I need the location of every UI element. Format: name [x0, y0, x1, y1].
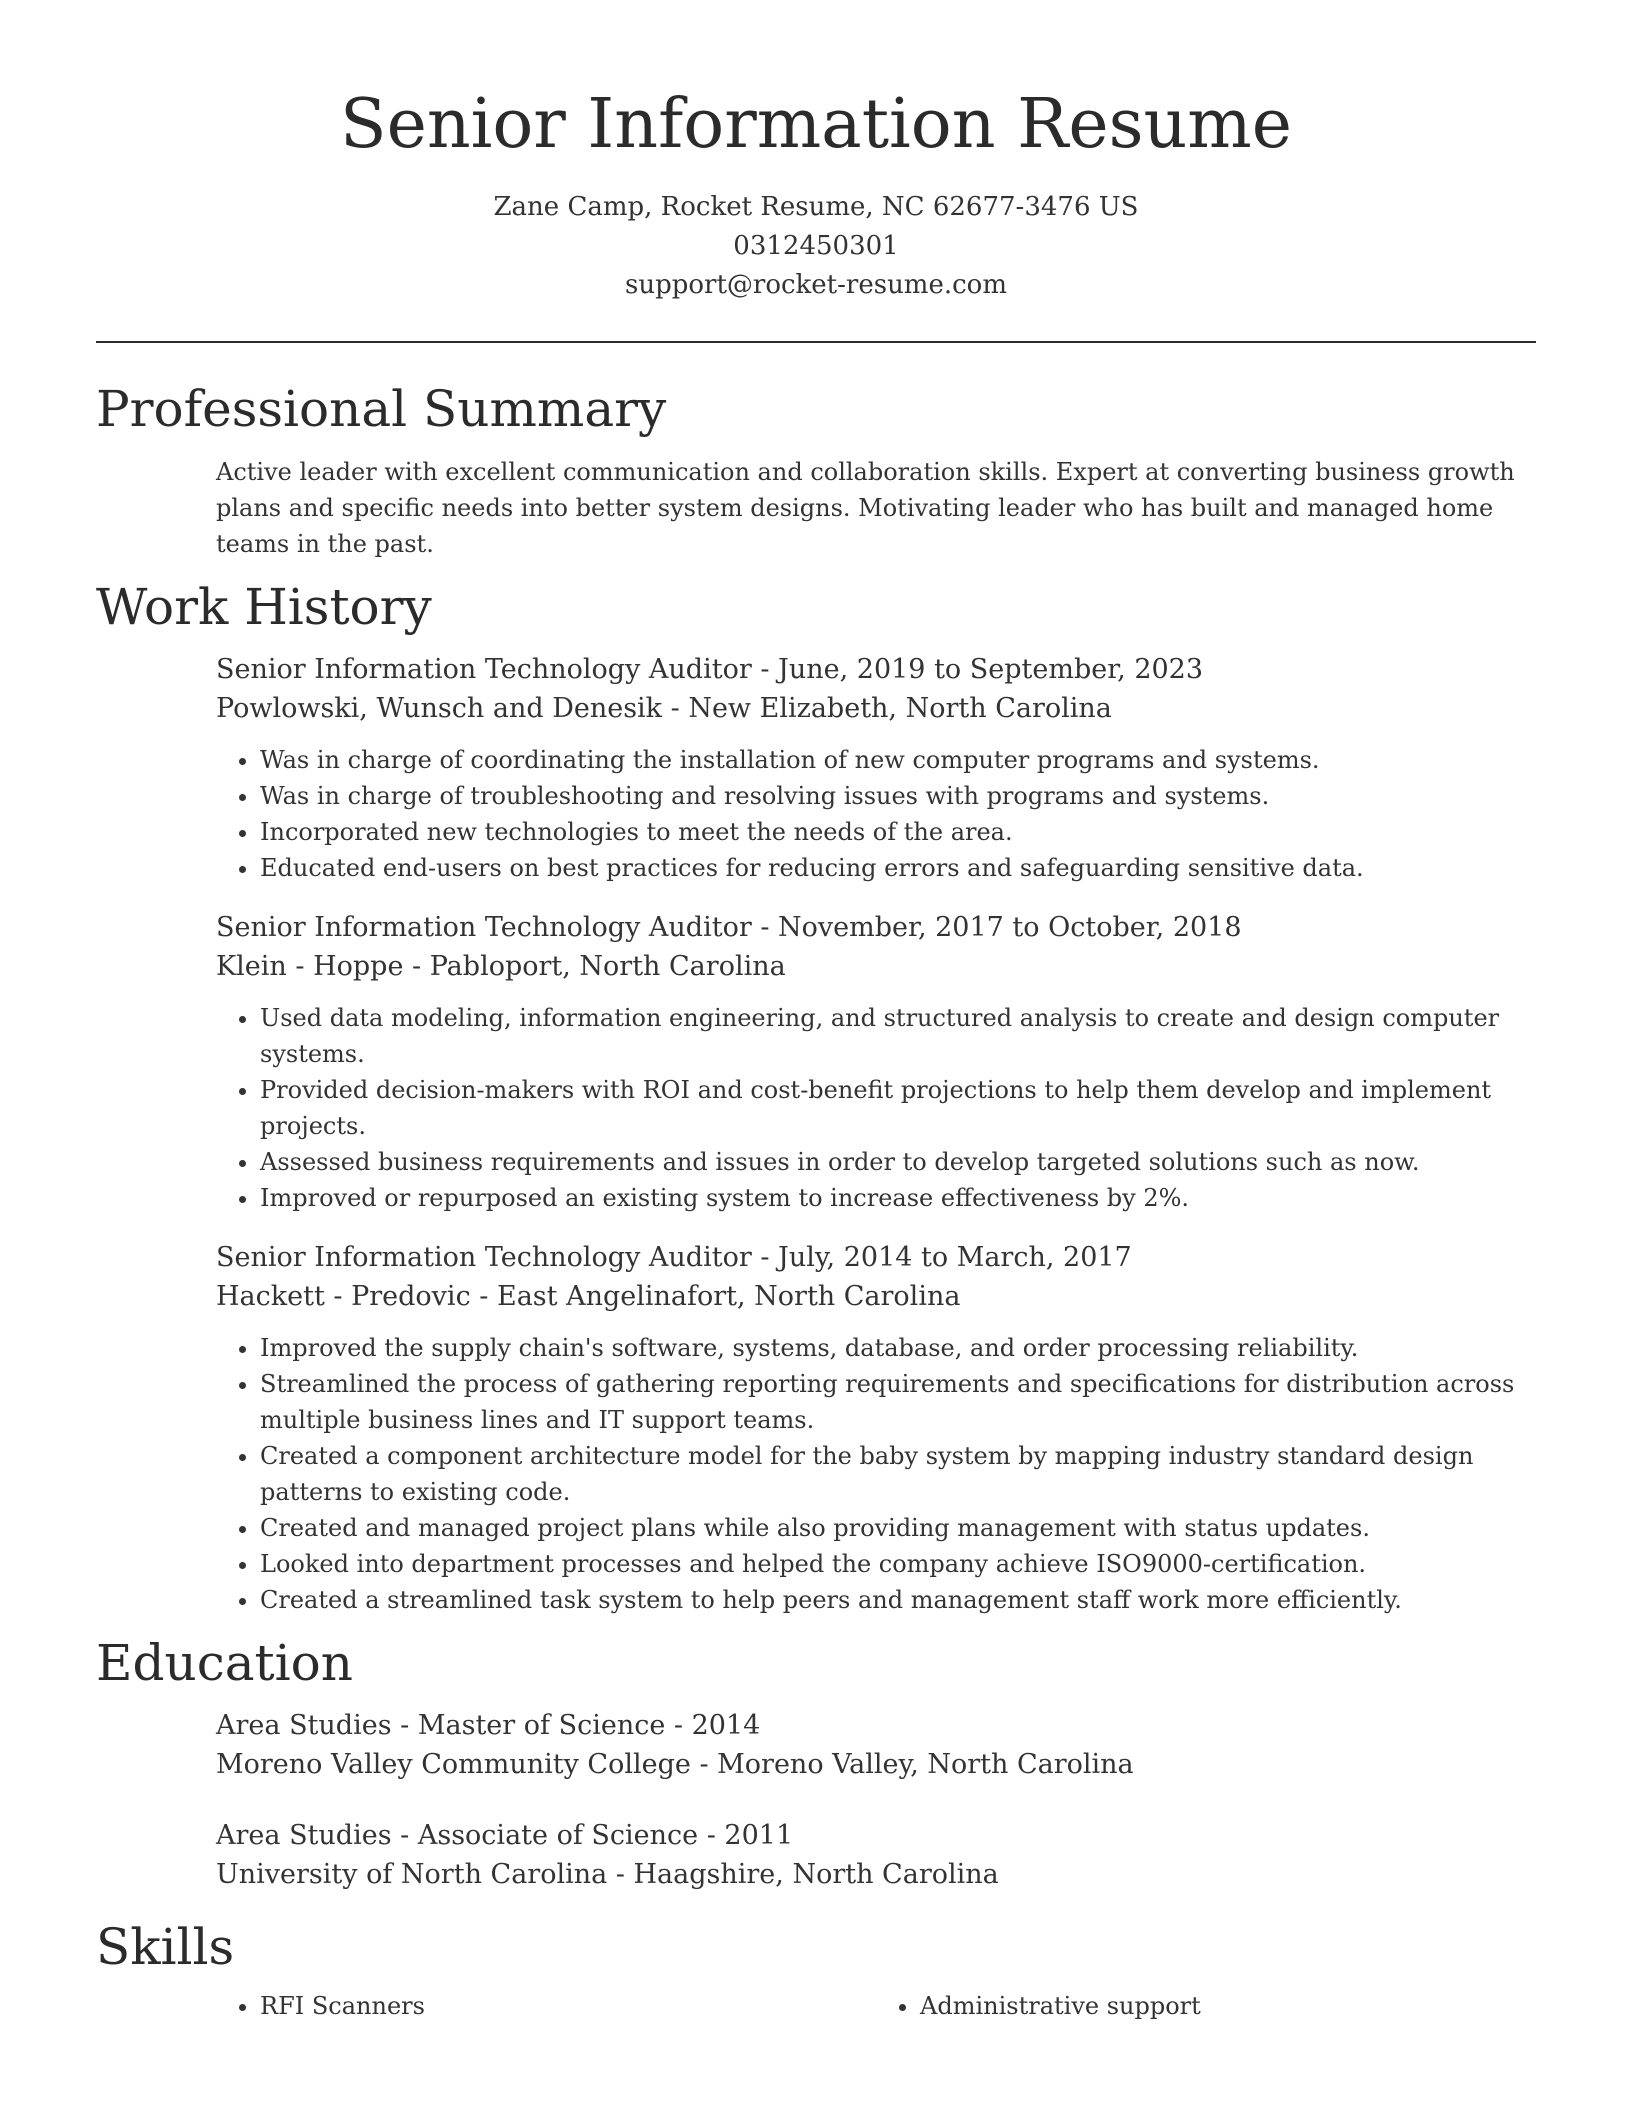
job-bullet: • Streamlined the process of gathering reporting requirements and specifications for distribution across multiple business lines and IT support teams.	[260, 1366, 1536, 1438]
resume-header	[0, 80, 1632, 305]
contact-info	[0, 188, 1632, 305]
education-degree-line: Area Studies - Associate of Science - 2011	[216, 1820, 794, 1851]
section-title-education: Education	[96, 1634, 353, 1692]
job-title-line: Senior Information Technology Auditor - July, 2014 to March, 2017	[216, 1242, 1132, 1273]
section-title-skills: Skills	[96, 1918, 235, 1976]
job-bullet: • Educated end-users on best practices for reducing errors and safeguarding sensitive data.	[260, 850, 1536, 886]
job-entry	[216, 1238, 1536, 1618]
job-bullets	[216, 742, 1536, 886]
job-bullet: • Assessed business requirements and issues in order to develop targeted solutions such as now.	[260, 1144, 1536, 1180]
job-entry	[216, 650, 1536, 886]
header-divider	[96, 341, 1536, 343]
education-school-line: Moreno Valley Community College - Moreno Valley, North Carolina	[216, 1749, 1134, 1780]
job-bullet: • Was in charge of troubleshooting and resolving issues with programs and systems.	[260, 778, 1536, 814]
education-entry	[216, 1816, 1536, 1894]
contact-address: Zane Camp, Rocket Resume, NC 62677-3476 US	[493, 192, 1139, 222]
job-entry	[216, 908, 1536, 1216]
job-bullet: • Created and managed project plans while also providing management with status updates.	[260, 1510, 1536, 1546]
skills-list	[216, 1988, 1536, 2024]
job-bullet: • Created a streamlined task system to help peers and management staff work more efficiently.	[260, 1582, 1536, 1618]
section-title-summary: Professional Summary	[96, 380, 667, 438]
job-company-line: Powlowski, Wunsch and Denesik - New Elizabeth, North Carolina	[216, 693, 1112, 724]
section-title-work-history: Work History	[96, 578, 432, 636]
job-company-line: Klein - Hoppe - Pabloport, North Carolina	[216, 951, 786, 982]
contact-phone: 0312450301	[733, 231, 899, 261]
job-bullet: • Used data modeling, information engineering, and structured analysis to create and design computer systems.	[260, 1000, 1536, 1072]
job-bullet: • Provided decision-makers with ROI and cost-benefit projections to help them develop and implement projects.	[260, 1072, 1536, 1144]
skill-item: • Administrative support	[920, 1988, 1536, 2024]
resume-body	[96, 378, 1536, 2024]
education-degree-line: Area Studies - Master of Science - 2014	[216, 1710, 761, 1741]
job-bullets	[216, 1330, 1536, 1618]
education-entry	[216, 1706, 1536, 1784]
job-company-line: Hackett - Predovic - East Angelinafort, North Carolina	[216, 1281, 961, 1312]
job-title-line: Senior Information Technology Auditor - November, 2017 to October, 2018	[216, 912, 1242, 943]
skills-column-right	[876, 1988, 1536, 2024]
summary-text: Active leader with excellent communication and collaboration skills. Expert at converting business growth plans and specific needs into better system designs. Motivating leader who has built and managed home teams in the past.	[216, 458, 1515, 558]
skills-column-left	[216, 1988, 876, 2024]
job-bullet: • Improved the supply chain's software, systems, database, and order processing reliability.	[260, 1330, 1536, 1366]
job-bullet: • Looked into department processes and helped the company achieve ISO9000-certification.	[260, 1546, 1536, 1582]
resume-title: Senior Information Resume	[340, 85, 1292, 164]
job-bullet: • Improved or repurposed an existing system to increase effectiveness by 2%.	[260, 1180, 1536, 1216]
job-bullet: • Created a component architecture model for the baby system by mapping industry standard design patterns to existing code.	[260, 1438, 1536, 1510]
job-bullet: • Was in charge of coordinating the installation of new computer programs and systems.	[260, 742, 1536, 778]
contact-email: support@rocket-resume.com	[624, 270, 1007, 300]
skill-item: • RFI Scanners	[260, 1988, 876, 2024]
job-bullets	[216, 1000, 1536, 1216]
education-school-line: University of North Carolina - Haagshire, North Carolina	[216, 1859, 999, 1890]
job-title-line: Senior Information Technology Auditor - June, 2019 to September, 2023	[216, 654, 1204, 685]
job-bullet: • Incorporated new technologies to meet the needs of the area.	[260, 814, 1536, 850]
